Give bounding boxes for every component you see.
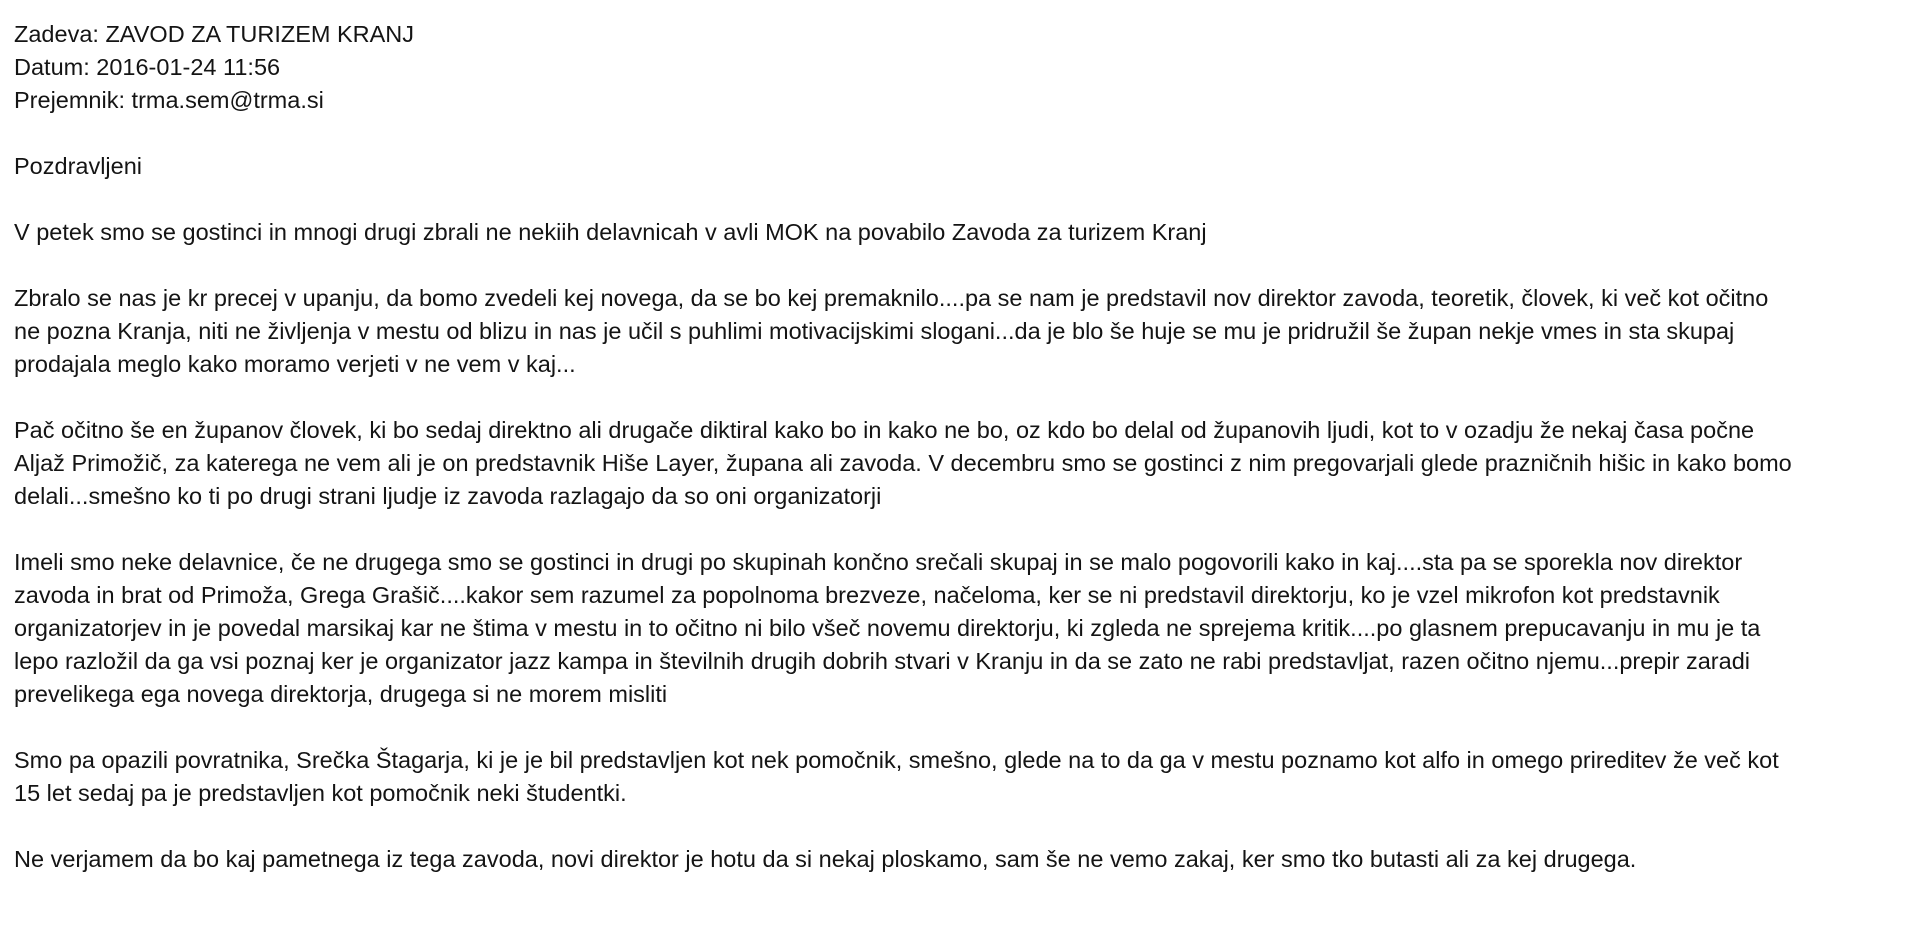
subject-label: Zadeva: — [14, 21, 99, 47]
subject-line — [14, 18, 1904, 51]
paragraph-2 — [14, 282, 1904, 381]
paragraph-line: organizatorjev in je povedal marsikaj kar ne štima v mestu in to očitno ni bilo všeč novemu direktorju, ki zgleda ne sprejema kritik....po glasnem prepucavanju in mu je ta — [14, 615, 1761, 641]
recipient-label: Prejemnik: — [14, 87, 126, 113]
date-label: Datum: — [14, 54, 90, 80]
paragraph-line: prodajala meglo kako moramo verjeti v ne vem v kaj... — [14, 351, 576, 377]
paragraph-line: prevelikega ega novega direktorja, drugega si ne morem misliti — [14, 681, 668, 707]
paragraph-line: Aljaž Primožič, za katerega ne vem ali je on predstavnik Hiše Layer, župana ali zavoda. V decembru smo se gostinci z nim pregovarjali glede prazničnih hišic in kako bomo — [14, 450, 1792, 476]
paragraph-4 — [14, 546, 1904, 711]
paragraph-3 — [14, 414, 1904, 513]
paragraph-6 — [14, 843, 1904, 876]
paragraph-line: lepo razložil da ga vsi poznaj ker je organizator jazz kampa in številnih drugih dobrih stvari v Kranju in da se zato ne rabi predstavljat, razen očitno njemu...prepir zaradi — [14, 648, 1750, 674]
paragraph-line: 15 let sedaj pa je predstavljen kot pomočnik neki študentki. — [14, 780, 627, 806]
paragraph-line: Zbralo se nas je kr precej v upanju, da bomo zvedeli kej novega, da se bo kej premaknilo....pa se nam je predstavil nov direktor zavoda, teoretik, človek, ki več kot očitno — [14, 285, 1769, 311]
paragraph-line: delali...smešno ko ti po drugi strani ljudje iz zavoda razlagajo da so oni organizatorji — [14, 483, 882, 509]
paragraph-line: Imeli smo neke delavnice, če ne drugega smo se gostinci in drugi po skupinah končno srečali skupaj in se malo pogovorili kako in kaj....sta pa se sporekla nov direktor — [14, 549, 1743, 575]
paragraph-line: V petek smo se gostinci in mnogi drugi zbrali ne nekiih delavnicah v avli MOK na povabilo Zavoda za turizem Kranj — [14, 219, 1207, 245]
recipient-value[interactable]: trma.sem@trma.si — [131, 87, 324, 113]
greeting: Pozdravljeni — [14, 153, 143, 179]
subject-value: ZAVOD ZA TURIZEM KRANJ — [105, 21, 415, 47]
date-line — [14, 51, 1904, 84]
paragraph-1 — [14, 216, 1904, 249]
paragraph-line: Smo pa opazili povratnika, Srečka Štagarja, ki je je bil predstavljen kot nek pomočnik, smešno, glede na to da ga v mestu poznamo kot alfo in omego prireditev že več kot — [14, 747, 1779, 773]
paragraph-line: Pač očitno še en županov človek, ki bo sedaj direktno ali drugače diktiral kako bo in kako ne bo, oz kdo bo delal od županovih ljudi, kot to v ozadju že nekaj časa počne — [14, 417, 1755, 443]
date-value: 2016-01-24 11:56 — [96, 54, 281, 80]
paragraph-line: ne pozna Kranja, niti ne življenja v mestu od blizu in nas je učil s puhlimi motivacijskimi slogani...da je blo še huje se mu je pridružil še župan nekje vmes in sta skupaj — [14, 318, 1735, 344]
email-message — [14, 18, 1904, 876]
paragraph-5 — [14, 744, 1904, 810]
paragraph-line: zavoda in brat od Primoža, Grega Grašič....kakor sem razumel za popolnoma brezveze, načeloma, ker se ni predstavil direktorju, ko je vzel mikrofon kot predstavnik — [14, 582, 1720, 608]
recipient-line — [14, 84, 1904, 117]
paragraph-line: Ne verjamem da bo kaj pametnega iz tega zavoda, novi direktor je hotu da si nekaj ploskamo, sam še ne vemo zakaj, ker smo tko butasti ali za kej drugega. — [14, 846, 1637, 872]
